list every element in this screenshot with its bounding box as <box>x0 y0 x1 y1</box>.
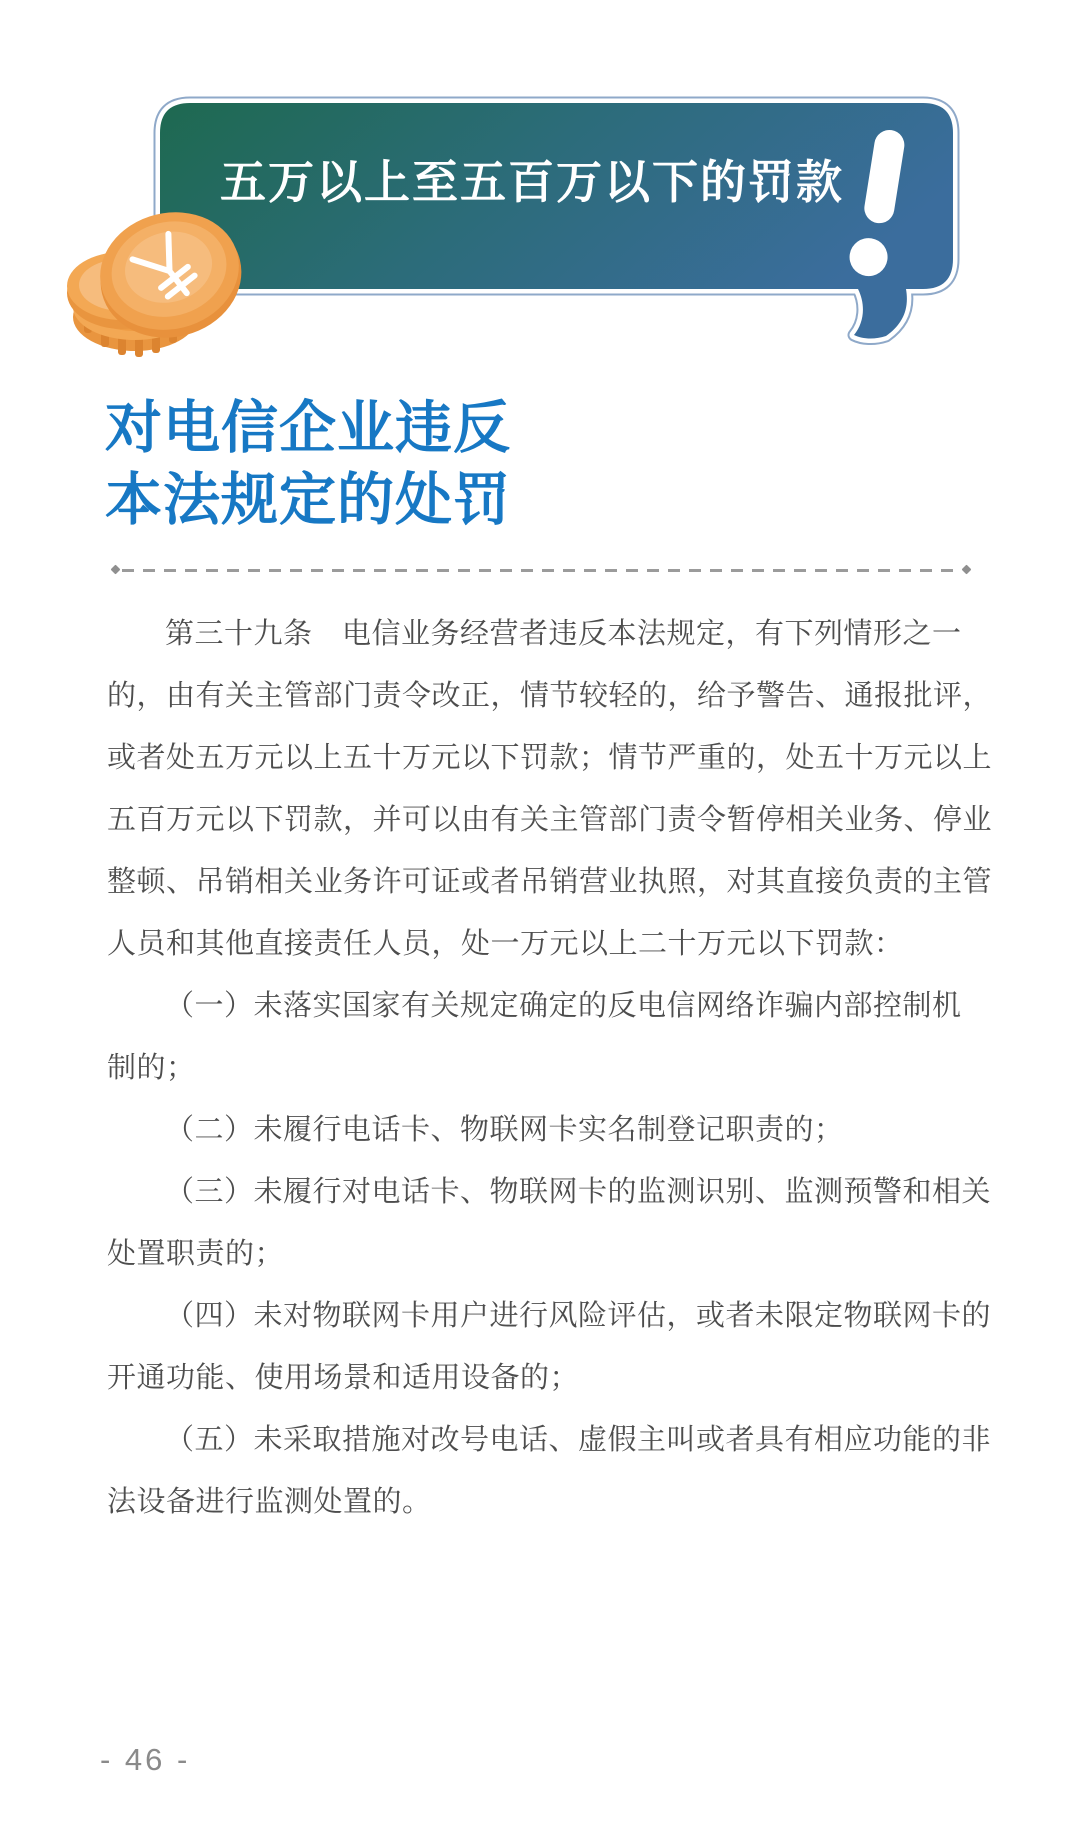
article-line: （一）未落实国家有关规定确定的反电信网络诈骗内部控制机 <box>165 990 962 1022</box>
article-line: 的，由有关主管部门责令改正，情节较轻的，给予警告、通报批评， <box>107 680 993 712</box>
article-line: 整顿、吊销相关业务许可证或者吊销营业执照，对其直接负责的主管 <box>107 866 993 898</box>
article-line: 法设备进行监测处置的。 <box>107 1486 432 1518</box>
divider-left-dot <box>111 565 121 575</box>
article-line: 第三十九条 电信业务经营者违反本法规定，有下列情形之一 <box>165 618 962 650</box>
article-line: （三）未履行对电话卡、物联网卡的监测识别、监测预警和相关 <box>165 1176 992 1208</box>
article-line: 或者处五万元以上五十万元以下罚款；情节严重的，处五十万元以上 <box>107 742 993 774</box>
banner-speech-bubble <box>150 93 970 353</box>
page-number: - 46 - <box>100 1742 191 1777</box>
article-line: （二）未履行电话卡、物联网卡实名制登记职责的； <box>165 1114 844 1146</box>
section-heading <box>105 392 511 536</box>
divider-right-dot <box>962 565 972 575</box>
article-line: （五）未采取措施对改号电话、虚假主叫或者具有相应功能的非 <box>165 1424 992 1456</box>
dashed-divider <box>112 566 970 575</box>
article-line: 五百万元以下罚款，并可以由有关主管部门责令暂停相关业务、停业 <box>107 804 993 836</box>
article-line: 制的； <box>107 1052 196 1084</box>
section-heading-line1: 对电信企业违反 <box>105 396 511 460</box>
article-line: 处置职责的； <box>107 1238 285 1270</box>
article-line: 人员和其他直接责任人员，处一万元以上二十万元以下罚款： <box>107 928 904 960</box>
article-line: （四）未对物联网卡用户进行风险评估，或者未限定物联网卡的 <box>165 1300 992 1332</box>
article-body <box>107 603 993 1533</box>
section-heading-line2: 本法规定的处罚 <box>105 468 511 532</box>
yen-coins-icon <box>60 193 260 358</box>
banner-title: 五万以上至五百万以下的罚款 <box>220 156 844 208</box>
article-line: 开通功能、使用场景和适用设备的； <box>107 1362 580 1394</box>
divider-dashes <box>122 569 960 572</box>
